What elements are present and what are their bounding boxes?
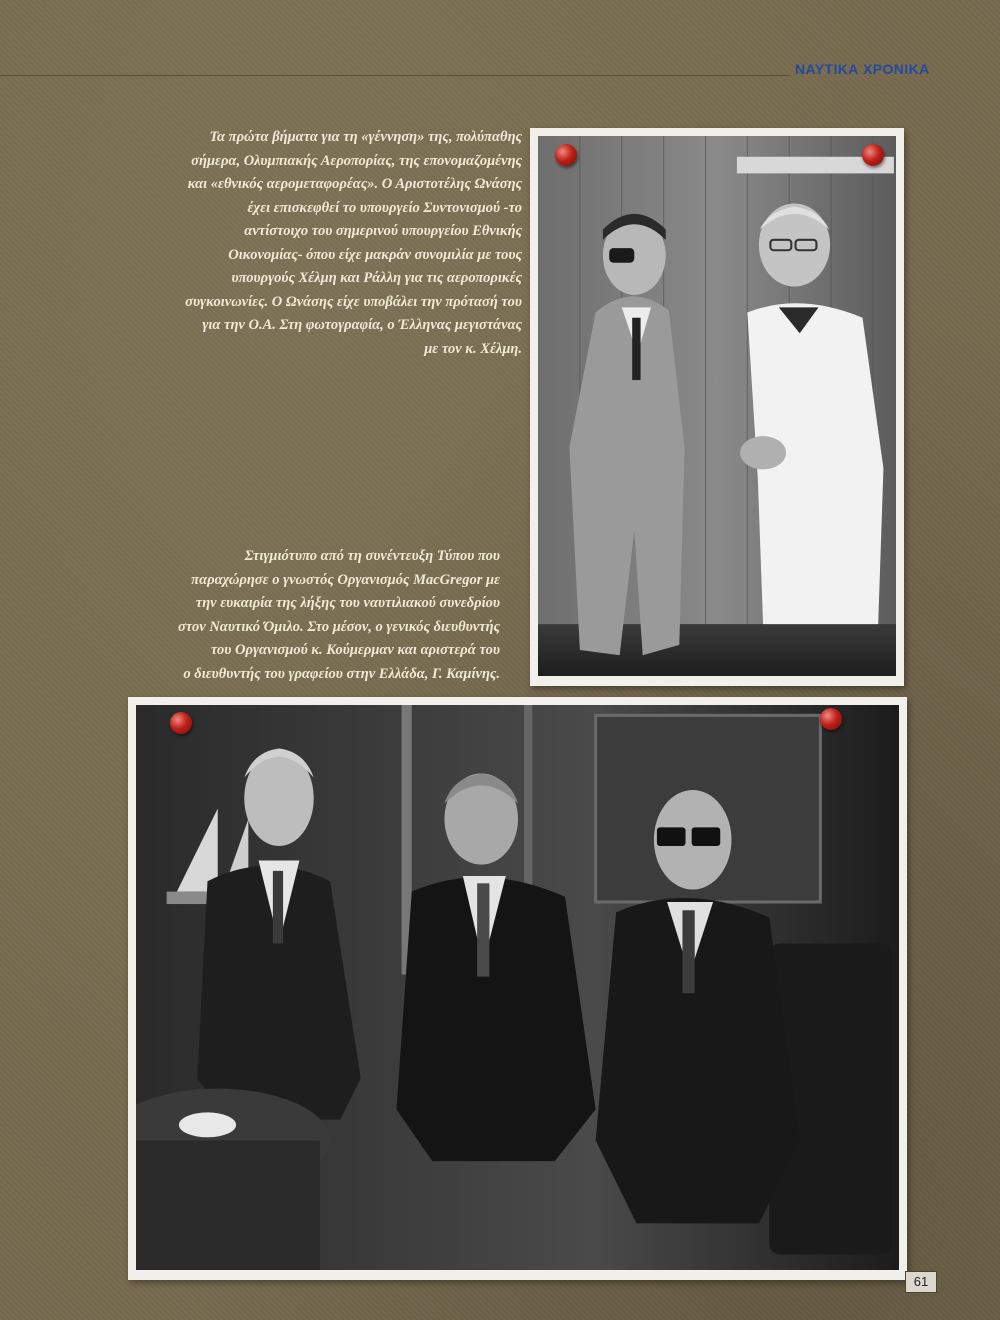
caption-line: υπουργούς Χέλμη και Ράλλη για τις αεροπορικές: [231, 270, 522, 286]
photo-onassis-helmis: [530, 128, 904, 686]
caption-line: με τον κ. Χέλμη.: [424, 340, 522, 357]
caption-line: στον Ναυτικό Όμιλο. Στο μέσον, ο γενικός διευθυντής: [177, 618, 500, 635]
header-rule: [0, 75, 790, 76]
caption-line: Τα πρώτα βήματα για τη «γέννηση» της, πολύπαθης: [209, 129, 522, 145]
photo-press-conference-image: [136, 705, 899, 1270]
caption-line: συγκοινωνίες. Ο Ωνάσης είχε υποβάλει την πρότασή του: [185, 293, 522, 310]
caption-line: και «εθνικός αερομεταφορέας». Ο Αριστοτέλης Ωνάσης: [187, 176, 522, 192]
caption-line: σήμερα, Ολυμπιακής Αεροπορίας, της επονομαζομένης: [191, 152, 522, 169]
caption-onassis: [150, 126, 522, 361]
pushpin-icon: [555, 144, 577, 166]
section-title: ΝΑΥΤΙΚΑ ΧΡΟΝΙΚΑ: [795, 61, 930, 77]
photo-onassis-image: [538, 136, 896, 676]
photo-press-conference: [128, 697, 907, 1280]
caption-line: ο διευθυντής του γραφείου στην Ελλάδα, Γ. Καμίνης.: [183, 665, 500, 682]
caption-line: Στιγμιότυπο από τη συνέντευξη Τύπου που: [244, 548, 500, 564]
caption-line: για την Ο.Α. Στη φωτογραφία, ο Έλληνας μεγιστάνας: [202, 317, 522, 333]
caption-line: του Οργανισμού κ. Κούμερμαν και αριστερά του: [210, 642, 500, 658]
page-number: 61: [905, 1271, 937, 1293]
caption-line: την ευκαιρία της λήξης του ναυτιλιακού συνεδρίου: [195, 595, 500, 611]
caption-line: αντίστοιχο του σημερινού υπουργείου Εθνικής: [244, 223, 522, 239]
caption-line: Οικονομίας- όπου είχε μακράν συνομιλία με τους: [228, 246, 522, 263]
pushpin-icon: [170, 712, 192, 734]
caption-macgregor: [100, 545, 500, 686]
pushpin-icon: [820, 708, 842, 730]
caption-line: παραχώρησε ο γνωστός Οργανισμός MacGregor με: [191, 571, 500, 588]
pushpin-icon: [862, 144, 884, 166]
caption-line: έχει επισκεφθεί το υπουργείο Συντονισμού -το: [247, 199, 522, 216]
